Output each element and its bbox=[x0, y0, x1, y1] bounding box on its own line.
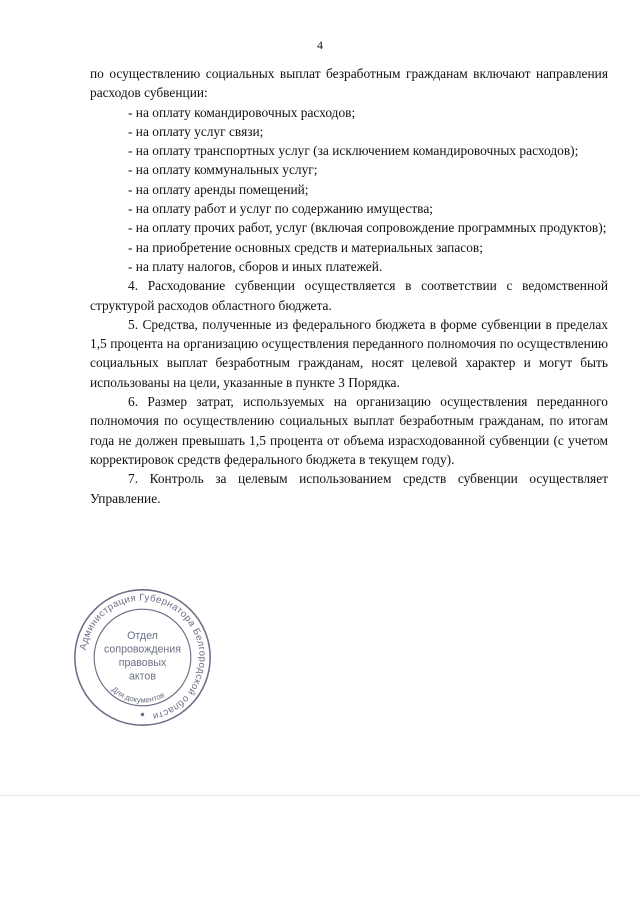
list-item-travel: - на оплату командировочных расходов; bbox=[128, 104, 356, 120]
list-item-maintenance: - на оплату работ и услуг по содержанию имущества; bbox=[128, 201, 433, 217]
list-item-utilities: - на оплату коммунальных услуг; bbox=[128, 162, 318, 178]
clause-6: 6. Размер затрат, используемых на организацию осуществления переданного полномочия по осуществлению социальных выплат безработным гражданам, по итогам года не должен превышать 1,5 процента от объема израсходованной субвенции (с учетом корректировок средств федерального бюджета в текущем году). bbox=[90, 394, 608, 467]
list-item-transport: - на оплату транспортных услуг (за исключением командировочных расходов); bbox=[128, 143, 579, 159]
clause-4: 4. Расходование субвенции осуществляется в соответствии с ведомственной структурой расходов областного бюджета. bbox=[90, 278, 608, 313]
stamp-line-2: сопровождения bbox=[103, 643, 182, 656]
list-item-other-services: - на оплату прочих работ, услуг (включая сопровождение программных продуктов); bbox=[128, 220, 607, 236]
stamp-line-3: правовых bbox=[118, 657, 167, 670]
stamp-bottom-text: Для документов bbox=[110, 684, 166, 705]
stamp-outer-text: Администрация Губернатора Белгородской области bbox=[77, 592, 208, 722]
clause-7: 7. Контроль за целевым использованием средств субвенции осуществляет Управление. bbox=[90, 471, 608, 506]
stamp-star-dot bbox=[141, 713, 144, 716]
paragraph-intro: по осуществлению социальных выплат безработным гражданам включают направления расходов субвенции: bbox=[90, 66, 608, 101]
stamp-line-4: актов bbox=[129, 670, 156, 683]
official-stamp bbox=[70, 585, 215, 730]
list-item-communication: - на оплату услуг связи; bbox=[128, 123, 264, 139]
document-body bbox=[90, 64, 608, 508]
clause-5: 5. Средства, полученные из федерального бюджета в форме субвенции в пределах 1,5 процента на организацию осуществления переданного полномочия по осуществлению социальных выплат безработным гражданам, носят целевой характер и могут быть использованы на цели, указанные в пункте 3 Порядка. bbox=[90, 316, 608, 390]
stamp-line-1: Отдел bbox=[127, 630, 158, 643]
list-item-rent: - на оплату аренды помещений; bbox=[128, 181, 309, 197]
page-number: 4 bbox=[317, 38, 323, 52]
list-item-fixed-assets: - на приобретение основных средств и материальных запасов; bbox=[128, 239, 483, 255]
page-edge-line bbox=[0, 795, 640, 796]
list-item-taxes: - на плату налогов, сборов и иных платежей. bbox=[128, 258, 383, 274]
